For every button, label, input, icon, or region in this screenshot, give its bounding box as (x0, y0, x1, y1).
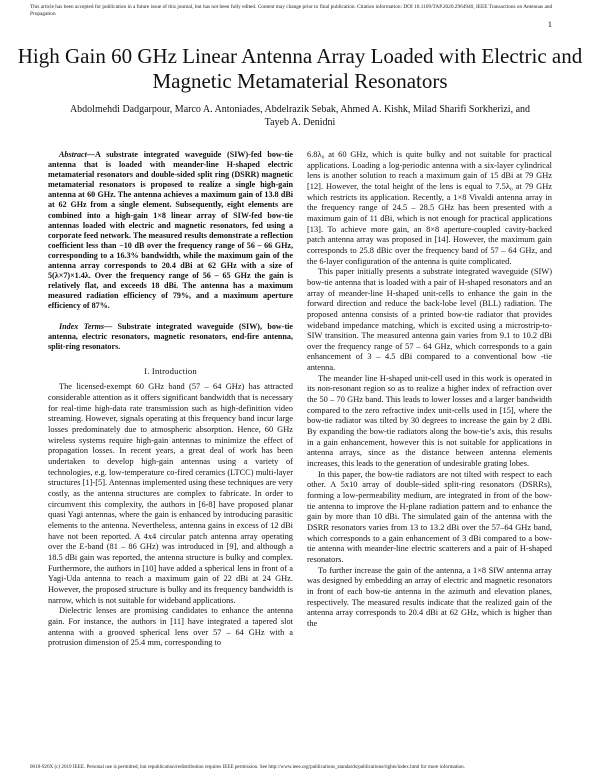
page-number: 1 (547, 19, 552, 29)
copyright-footer: 0018-926X (c) 2019 IEEE. Personal use is permitted, but republication/redistribution requires IEEE permission. See http://www.ieee.org/publications_standards/publications/rights/index.html for more information. (30, 764, 466, 770)
author-list: Abdolmehdi Dadgarpour, Marco A. Antoniades, Abdelrazik Sebak, Ahmed A. Kishk, Milad Sharifi Sorkherizi, and Tayeb A. Denidni (69, 104, 531, 128)
paragraph: 6.8λ₀ at 60 GHz, which is quite bulky and not suitable for practical applications. Loading a log-periodic antenna with a six-layer cylindrical lens is another solution to reach a maximum gain of 15 dBi at 79 GHz [12]. However, the total height of the lens is equal to 7.5λ₀ at 79 GHz which restricts its application. Recently, a 1×8 Vivaldi antenna array in the frequency range of 24.5 – 28.5 GHz has been presented with a maximum gain of 11 dBi, which is not enough for practical applications [13]. To achieve more gain, an 8×8 aperture-coupled cavity-backed patch antenna array was proposed in [14]. However, the maximum gain corresponds to 25.8 dBic over the frequency band of 57 – 64 GHz, and the 6-layer configuration of the antenna is quite complicated. (307, 150, 552, 266)
paragraph: Dielectric lenses are promising candidates to enhance the antenna gain. For instance, the authors in [11] have integrated a tapered slot antenna with a grooved spherical lens over 57 – 64 GHz with a protrusion dimension of 25.4 mm, corresponding to (48, 606, 293, 648)
left-column (48, 150, 293, 649)
index-terms-label: Index Terms— (59, 321, 113, 331)
abstract (48, 150, 293, 312)
section-heading: I. Introduction (144, 365, 197, 376)
paragraph: In this paper, the bow-tie radiators are not tilted with respect to each other. A 5x10 array of double-sided split-ring resonators (DSRRs), forming a low-permeability medium, are integrated in front of the bow-tie antenna to improve the H-plane radiation pattern and to enhance the gain by more than 10 dBi. The simulated gain of the antenna with the DSRR resonators varies from 13 to 13.2 dBi over the 57–64 GHz band, which corresponds to a gain enhancement of 3 dBi compared to a bow-tie antenna with meander-line electric scatterers and a pair of H-shaped resonators. (307, 469, 552, 564)
paragraph: The meander line H-shaped unit-cell used in this work is operated in its non-resonant region so as to realize a higher index of refraction over the 50 – 70 GHz band. This leads to lower losses and a larger bandwidth compared to the zero refractive index unit-cells used in [15], where the bow-tie radiator was tilted by 30 degrees to increase the gain by 2 dBi. By expanding the bow-tie radiators along the bow-tie’s axis, this results in a gain enhancement, however this is not suitable for applications in antenna arrays, since as the distance between antenna elements increases, this leads to the generation of undesirable grating lobes. (307, 373, 552, 469)
index-terms (48, 322, 293, 352)
paragraph: This paper initially presents a substrate integrated waveguide (SIW) bow-tie antenna that is loaded with a pair of H-shaped resonators and an array of meander-line H-shaped unit-cells to enhance the gain in the forward direction and reduce the back-lobe level (BLL) radiation. The proposed antenna consists of a printed bow-tie radiator that provides wideband impedance matching, which is excited using a microstrip-to-SIW transition. The measured antenna gain varies from 9.1 to 10.2 dBi over the frequency range of 57 – 64 GHz, which corresponds to a gain enhancement of 3 – 4.5 dBi compared to a conventional bow -tie antenna. (307, 267, 552, 373)
abstract-text: A substrate integrated waveguide (SIW)-fed bow-tie antenna that is loaded with meander-line H-shaped electric metamaterial resonators and double-sided split ring (DSRR) magnetic metamaterial resonators is proposed to realize a single high-gain antenna at 60 GHz. The antenna achieves a maximum gain of 13.8 dBi at 62 GHz from a single element. Subsequently, eight elements are combined into a high-gain 1×8 linear array of SIW-fed bow-tie antennas loaded with electric and magnetic resonators, fed using a corporate feed network. The measured results demonstrate a reflection coefficient less than −10 dB over the frequency range of 56 – 66 GHz, corresponding to a 16.3% bandwidth, while the maximum gain of the antenna array corresponds to 20.4 dBi at 62 GHz with a size of 5(λ×7)×1.4λ. Over the frequency range of 56 – 65 GHz the gain is relatively flat, and exceeds 18 dBi. The antenna has a maximum measured radiation efficiency of 79%, and a maximum aperture efficiency of 87%. (48, 150, 293, 311)
abstract-label: Abstract— (59, 150, 95, 159)
index-terms-text: Substrate integrated waveguide (SIW), bow-tie antenna, electric resonators, magnetic resonators, end-fire antenna, split-ring resonators. (48, 321, 293, 351)
paper-title: High Gain 60 GHz Linear Antenna Array Loaded with Electric and Magnetic Metamaterial Resonators (17, 44, 583, 93)
publication-notice: This article has been accepted for publication in a future issue of this journal, but has not been fully edited. Content may change prior to final publication. Citation information: DOI 10.1109/TAP.2020.2964940, IEEE Transactions on Antennas and Propagation (30, 4, 553, 17)
right-column (307, 150, 552, 630)
paragraph: The licensed-exempt 60 GHz band (57 – 64 GHz) has attracted considerable attention as it offers significant bandwidth that is necessary for real-time high-data rate transmission such as high-definition video streaming. However, signals operating at this frequency band incur large losses predominately due to atmospheric absorption. Hence, 60 GHz wireless systems require high-gain antennas to minimize the effect of propagation losses. In recent years, a great deal of work has been undertaken to develop high-gain antennas using a variety of technologies, e.g. low-temperature co-fired ceramics (LTCC) multi-layer structures [1]-[5]. Antennas implemented using these techniques are very costly, as the antenna structures are complex to fabricate. In order to circumvent this complexity, the authors in [6-8] have proposed planar quasi Yagi antennas, where the gain is enhanced by introducing parasitic elements to the antenna. Nevertheless, antenna gains in excess of 12 dBi have not been reported. A 4x4 circular patch antenna array operating over the E-band (81 – 86 GHz) was introduced in [9], and although a 18.5 dBi gain was reported, the antenna structure is bulky and complex. Furthermore, the authors in [10] have added a spherical lens in front of a Yagi-Uda antenna to reach a maximum gain of 22 dBi at 24 GHz. However, the proposed structure is bulky and its frequency bandwidth is narrow, which is not suitable for wideband applications. (48, 382, 293, 605)
paragraph: To further increase the gain of the antenna, a 1×8 SIW antenna array was designed by embedding an array of electric and magnetic resonators in front of each bow-tie antenna in the azimuth and elevation planes, respectively. The measured results indicate that the realized gain of the antenna array corresponds to 20.4 dBi at 62 GHz, which is higher than the (307, 565, 552, 628)
